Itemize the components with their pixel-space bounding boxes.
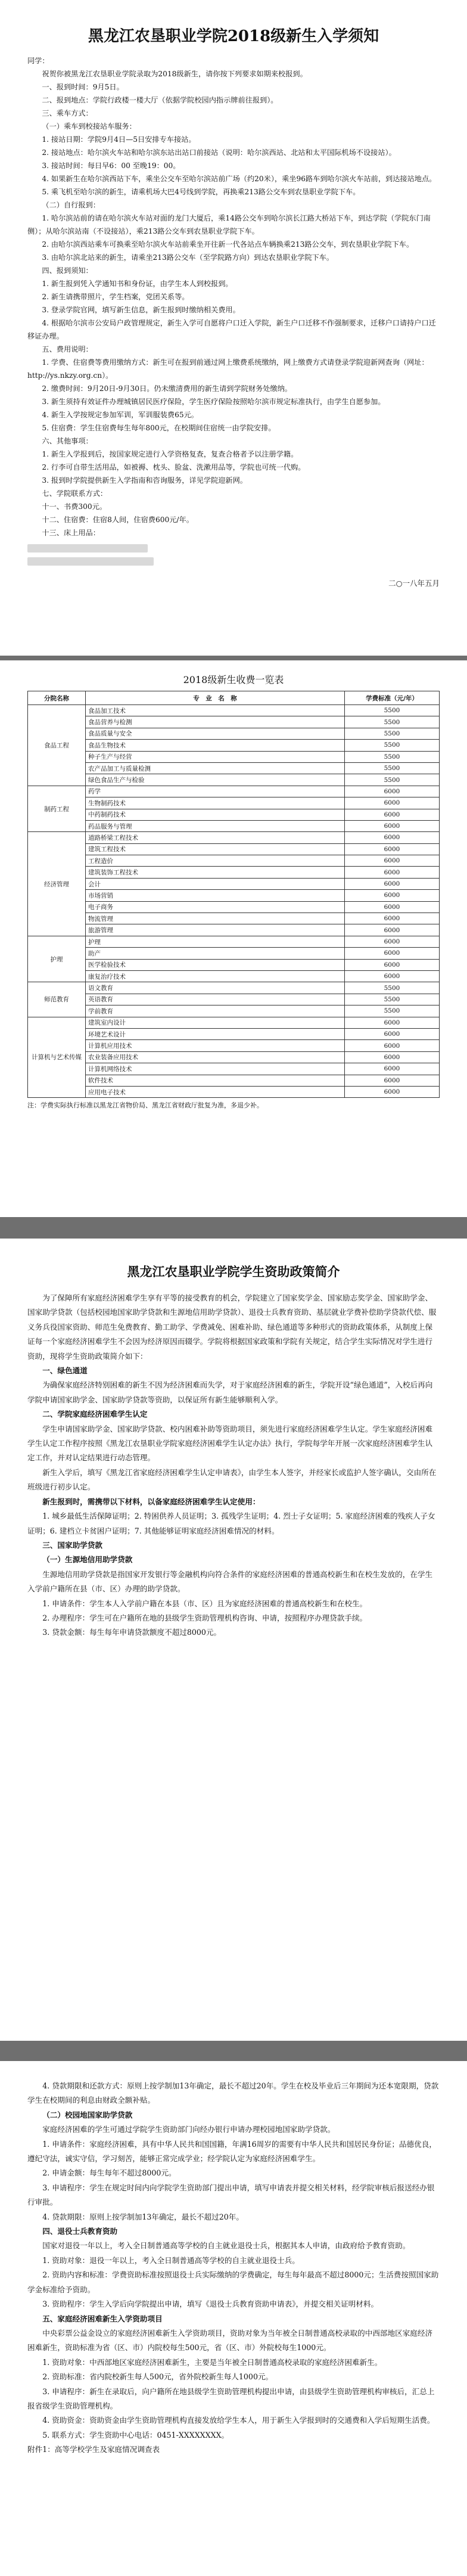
paragraph: 4. 贷款期限：原则上按学制加13年确定，最长不超过20年。 — [42, 2212, 244, 2221]
redacted-text — [27, 557, 154, 566]
table-row — [28, 1051, 440, 1063]
paragraph: 2. 新生请携带照片，学生档案，党团关系等。 — [42, 293, 189, 301]
major-name: 中药制药技术 — [86, 809, 345, 820]
paragraph: 为了保障所有家庭经济困难学生享有平等的接受教育的机会，学院建立了国家奖学金、国家励志奖学金、国家助学金、国家助学贷款（包括校园地国家助学贷款和生源地信用助学贷款）、退役士兵教育资助、基层就业学费补偿助学贷款代偿、服义务兵役国家资助、师范生免费教育、勤工助学、学费减免、困难补助、绿色通道等多种形式的资助政策体系，从制度上保证每一个家庭经济困难学生不会因为经济原因而辍学。学院将根据国家政策和学院有关规定，结合学生实际情况对学生进行资助，现将学生资助政策简介如下： — [27, 1293, 437, 1361]
paragraph: 3. 新生须持有效证件办理城镇居民医疗保险，学生医疗保险按照哈尔滨市规定标准执行，由学生自愿参加。 — [42, 398, 385, 406]
major-name: 食品加工技术 — [86, 705, 345, 716]
major-name: 助产 — [86, 948, 345, 959]
table-row — [28, 1028, 440, 1039]
paragraph: 十二、住宿费：住宿8人间，住宿费600元/年。 — [42, 516, 194, 524]
major-name: 种子生产与经营 — [86, 751, 345, 762]
col-header: 学费标准（元/年） — [345, 691, 440, 705]
paragraph: 3. 申请程序：新生在录取后，向户籍所在地县级学生资助管理机构提出申请，由县级学生资助管理机构审核后，汇总上报省级学生资助管理机构。 — [27, 2386, 435, 2410]
tuition-fee: 6000 — [345, 878, 440, 889]
paragraph: （二）校园地国家助学贷款 — [42, 2110, 133, 2119]
major-name: 食品营养与检测 — [86, 716, 345, 728]
paragraph: 5. 联系方式：学生资助中心电话：0451-XXXXXXXX。 — [42, 2430, 229, 2440]
major-name: 食品生物技术 — [86, 740, 345, 751]
paragraph: 三、乘车方式： — [42, 109, 93, 117]
table-row — [28, 994, 440, 1005]
major-name: 农业装备应用技术 — [86, 1051, 345, 1063]
tuition-fee: 6000 — [345, 786, 440, 797]
tuition-fee: 5500 — [345, 762, 440, 774]
paragraph: （一）生源地信用助学贷款 — [42, 1555, 133, 1565]
paragraph: 2. 办理程序：学生可在户籍所在地的县级学生资助管理机构咨询、申请，按照程序办理贷款手续。 — [42, 1613, 368, 1622]
table-row — [28, 982, 440, 994]
major-name: 建筑工程技术 — [86, 843, 345, 855]
paragraph: 2. 缴费时间：9月20日-9月30日。仍未缴清费用的新生请到学院财务处缴纳。 — [42, 384, 292, 393]
tuition-fee: 6000 — [345, 1086, 440, 1097]
table-row — [28, 728, 440, 739]
tuition-fee: 6000 — [345, 959, 440, 970]
tuition-fee: 6000 — [345, 1075, 440, 1086]
table-row — [28, 820, 440, 831]
paragraph: 3. 接站时间：每日早6：00 至晚19：00。 — [42, 162, 180, 170]
major-name: 旅游管理 — [86, 924, 345, 936]
major-name: 软件技术 — [86, 1075, 345, 1086]
tuition-fee: 6000 — [345, 797, 440, 809]
paragraph: 5. 住宿费：学生住宿费每生每年800元，在校期间住宿统一由学院安排。 — [42, 424, 276, 432]
paragraph: 七、学院联系方式： — [42, 489, 108, 498]
tuition-fee: 6000 — [345, 936, 440, 947]
paragraph: 1. 接站日期：学院9月4日—5日安排专车接站。 — [42, 135, 196, 144]
table-row — [28, 878, 440, 889]
paragraph: 3. 由哈尔滨北站来的新生，请乘坐213路公交车（至学院路方向）到达农垦职业学院下车。 — [42, 253, 334, 262]
paragraph: 同学： — [27, 57, 49, 65]
paragraph: 5. 乘飞机至哈尔滨的新生，请乘机场大巴4号线到学院，再换乘213路公交车到农垦职业学院下车。 — [42, 188, 360, 196]
paragraph: 3. 报到时学院提供新生入学指南和咨询服务，详见学院迎新网。 — [42, 476, 247, 485]
major-name: 道路桥梁工程技术 — [86, 832, 345, 843]
major-name: 药学 — [86, 786, 345, 797]
policy-page-2 — [0, 2061, 467, 2576]
paragraph: 家庭经济困难的学生可通过学院学生资助部门向经办银行申请办理校园地国家助学贷款。 — [42, 2125, 335, 2134]
paragraph: 3. 资助程序：学生入学后向学院提出申请，填写《退役士兵教育资助申请表》，并提交相关证明材料。 — [42, 2299, 379, 2309]
college-name: 制药工程 — [28, 786, 86, 832]
college-name: 护理 — [28, 936, 86, 982]
paragraph: 二、报到地点：学院行政楼一楼大厅（依据学院校园内指示牌前往报到）。 — [42, 96, 278, 104]
paragraph: 为确保家庭经济特别困难的新生不因为经济困难而失学，对于家庭经济困难的新生，学院开设“绿色通道”，入校后再向学院申请国家助学金、国家助学贷款等资助，以保证所有新生能够顺利入学。 — [27, 1380, 433, 1404]
tuition-fee: 6000 — [345, 913, 440, 924]
fees-title: 2018级新生收费一览表 — [183, 674, 284, 685]
paragraph: 五、费用说明： — [42, 345, 93, 353]
paragraph: 国家对退役一年以上，考入全日制普通高等学校的自主就业退役士兵，根据其本人申请，由政府给予教育资助。 — [42, 2241, 410, 2251]
paragraph: 2. 行李可自带生活用品，如被褥、枕头、脸盆、洗漱用品等，学院也可统一代购。 — [42, 463, 306, 471]
policy-body-continued — [0, 2061, 467, 2442]
major-name: 医学检验技术 — [86, 959, 345, 970]
tuition-fee: 6000 — [345, 843, 440, 855]
contact-block — [0, 542, 467, 568]
major-name: 农产品加工与质量检测 — [86, 762, 345, 774]
major-name: 护理 — [86, 936, 345, 947]
paragraph: 4. 资助资金：资助资金由学生资助管理机构直接发放给学生本人，用于新生入学报到时的交通费和入学后短期生活费。 — [42, 2416, 435, 2425]
table-row — [28, 855, 440, 867]
paragraph: 3. 登录学院官网，填写新生信息，新生报到时缴纳相关费用。 — [42, 306, 240, 314]
paragraph: 六、其他事项： — [42, 437, 93, 445]
major-name: 电子商务 — [86, 901, 345, 913]
tuition-fee: 6000 — [345, 1063, 440, 1075]
tuition-fee: 5500 — [345, 994, 440, 1005]
paragraph: 1. 哈尔滨站前的请在哈尔滨火车站对面的龙门大厦后，乘14路公交车到哈尔滨长江路大桥站下车，到达学院（学院东门南侧）；从哈尔滨站南（不设接站），乘213路公交车到农垦职业学院下车。 — [27, 214, 431, 235]
paragraph: 1. 资助对象：退役一年以上，考入全日制普通高等学校的自主就业退役士兵。 — [42, 2255, 300, 2265]
table-row — [28, 774, 440, 786]
table-header — [28, 691, 440, 705]
tuition-fee: 5500 — [345, 1005, 440, 1017]
tuition-fee: 6000 — [345, 1051, 440, 1063]
redacted-text — [27, 544, 148, 553]
major-name: 药品服务与管理 — [86, 820, 345, 831]
major-name: 绿色食品生产与检验 — [86, 774, 345, 786]
paragraph: 4. 根据哈尔滨市公安局户政管理规定，新生入学可自愿将户口迁入学院，新生户口迁移不作强制要求，迁移户口请持户口迁移证办理。 — [27, 319, 436, 340]
table-row — [28, 1075, 440, 1086]
paragraph: 十三、床上用品： — [42, 529, 100, 537]
table-row — [28, 797, 440, 809]
contact-line — [27, 555, 440, 568]
fees-note: 注：学费实际执行标准以黑龙江省物价局、黑龙江省财政厅批复为准，多退少补。 — [27, 1101, 263, 1110]
notice-body — [0, 54, 467, 539]
major-name: 建筑装饰工程技术 — [86, 867, 345, 878]
page-separator — [0, 1217, 467, 1239]
college-name: 食品工程 — [28, 705, 86, 786]
paragraph: 1. 申请条件：家庭经济困难，具有中华人民共和国国籍，年满16周岁的需要有中华人民共和国居民身份证；品德优良，遵纪守法，诚实守信，学习刻苦，能够正常完成学业；经学院认定为家庭经济困难学生。 — [27, 2139, 437, 2164]
tuition-fee: 5500 — [345, 705, 440, 716]
tuition-fee: 5500 — [345, 982, 440, 994]
major-name: 市场营销 — [86, 890, 345, 901]
major-name: 工程造价 — [86, 855, 345, 867]
paragraph: 生源地信用助学贷款是指国家开发银行等金融机构向符合条件的家庭经济困难的普通高校新生和在校生发放的，在学生入学前户籍所在县（市、区）办理的助学贷款。 — [27, 1569, 433, 1594]
attachment-line: 附件1：高等学校学生及家庭情况调查表 — [27, 2445, 160, 2454]
major-name: 学前教育 — [86, 1005, 345, 1017]
table-row — [28, 1063, 440, 1075]
paragraph: 2. 由哈尔滨西站乘车可换乘至哈尔滨火车站前乘坐开往新一代各站点车辆换乘213路公交车，到农垦职业学院下车。 — [42, 240, 414, 249]
paragraph: 4. 如果新生在哈尔滨西站下车，乘坐公交车至哈尔滨站前广场（约20米），乘坐96路车到哈尔滨火车站前，到达接站地点。 — [42, 175, 437, 183]
paragraph: 3. 贷款金额：每生每年申请贷款额度不超过8000元。 — [42, 1628, 222, 1637]
paragraph: 1. 资助对象：中西部地区家庭经济困难新生，主要是当年被全日制普通高校录取的家庭经济困难新生。 — [42, 2357, 382, 2367]
paragraph: 四、报到须知： — [42, 266, 93, 275]
table-row — [28, 901, 440, 913]
paragraph: 1. 新生入学报到后，按国家规定进行入学资格复查，复查合格者予以注册学籍。 — [42, 450, 298, 458]
table-row — [28, 890, 440, 901]
table-row — [28, 832, 440, 843]
tuition-fee: 6000 — [345, 948, 440, 959]
table-row — [28, 1005, 440, 1017]
paragraph: 新生报到时，需携带以下材料，以备家庭经济困难学生认定使用： — [42, 1497, 260, 1506]
fees-page — [0, 660, 467, 1217]
paragraph: （二）自行报到： — [42, 201, 100, 209]
paragraph: 2. 资助内容和标准：学费资助标准按照退役士兵实际缴纳的学费确定，每生每年最高不超过8000元；生活费按照国家助学金标准给予资助。 — [27, 2270, 439, 2294]
major-name: 会计 — [86, 878, 345, 889]
tuition-fee: 6000 — [345, 867, 440, 878]
table-row — [28, 716, 440, 728]
tuition-fee: 6000 — [345, 1017, 440, 1028]
paragraph: 4. 贷款期限和还款方式：原则上按学制加13年确定，最长不超过20年。学生在校及毕业后三年期间为还本宽限期，贷款学生在校期间的利息由财政全额补贴。 — [27, 2081, 439, 2105]
paragraph: （一）乘车到校接站车服务： — [42, 122, 136, 131]
tuition-fee: 6000 — [345, 855, 440, 867]
tuition-fee: 5500 — [345, 716, 440, 728]
paragraph: 三、国家助学贷款 — [42, 1540, 102, 1550]
paragraph: 新生入学后，填写《黑龙江省家庭经济困难学生认定申请表》，由学生本人签字，并经家长或监护人签字确认，交由所在班级进行初步认定。 — [27, 1467, 437, 1492]
table-row — [28, 959, 440, 970]
table-row — [28, 924, 440, 936]
table-row — [28, 1040, 440, 1051]
paragraph: 四、退役士兵教育资助 — [42, 2227, 118, 2236]
tuition-fee: 6000 — [345, 1040, 440, 1051]
table-row — [28, 762, 440, 774]
tuition-fee: 5500 — [345, 728, 440, 739]
table-row — [28, 867, 440, 878]
major-name: 环境艺术设计 — [86, 1028, 345, 1039]
fees-table — [27, 691, 440, 1098]
college-name: 经济管理 — [28, 832, 86, 936]
paragraph: 学生申请国家助学金、国家助学贷款、校内困难补助等资助项目，须先进行家庭经济困难学生认定。学生家庭经济困难学生认定工作程序按照《黑龙江农垦职业学院家庭经济困难学生认定办法》执行，学院每学年开展一次家庭经济困难学生认定工作，并对认定结果进行动态管理。 — [27, 1424, 433, 1463]
table-row — [28, 1086, 440, 1097]
paragraph: 1. 新生报到凭入学通知书和身份证，由学生本人到校报到。 — [42, 280, 233, 288]
college-name: 计算机与艺术传媒 — [28, 1017, 86, 1098]
major-name: 食品质量与安全 — [86, 728, 345, 739]
table-row — [28, 970, 440, 982]
paragraph: 二、学院家庭经济困难学生认定 — [42, 1410, 148, 1419]
paragraph: 1. 学费、住宿费等费用缴纳方式：新生可在报到前通过网上缴费系统缴纳，网上缴费方式请登录学院迎新网查询（网址：http://ys.nkzy.org.cn）。 — [27, 358, 429, 380]
contact-line — [27, 542, 440, 555]
tuition-fee: 6000 — [345, 1028, 440, 1039]
table-row — [28, 705, 440, 716]
paragraph: 2. 资助标准：省内院校新生每人500元，省外院校新生每人1000元。 — [42, 2372, 273, 2382]
paragraph: 一、报到时间：9月5日。 — [42, 83, 124, 91]
tuition-fee: 6000 — [345, 820, 440, 831]
table-row — [28, 1017, 440, 1028]
table-row — [28, 843, 440, 855]
paragraph: 祝贺你被黑龙江农垦职业学院录取为2018级新生，请你按下列要求如期来校报到。 — [42, 70, 307, 78]
major-name: 物流管理 — [86, 913, 345, 924]
paragraph: 2. 接站地点：哈尔滨火车站和哈尔滨东站出站口前接站（说明：哈尔滨西站、北站和太平国际机场不设接站）。 — [42, 148, 396, 157]
notice-title: 黑龙江农垦职业学院2018级新生入学须知 — [88, 27, 379, 45]
major-name: 建筑室内设计 — [86, 1017, 345, 1028]
paragraph: 中央彩票公益金设立的家庭经济困难新生入学资助项目，资助对象为当年被全日制普通高校录取的中西部地区家庭经济困难新生，资助标准为省（区、市）内院校每生500元，省（区、市）外院校每生1000元。 — [27, 2328, 433, 2352]
table-row — [28, 740, 440, 751]
major-name: 英语教育 — [86, 994, 345, 1005]
policy-title: 黑龙江农垦职业学院学生资助政策简介 — [127, 1264, 340, 1279]
page-separator — [0, 656, 467, 660]
major-name: 康复治疗技术 — [86, 970, 345, 982]
tuition-fee: 5500 — [345, 751, 440, 762]
table-row — [28, 948, 440, 959]
tuition-fee: 6000 — [345, 970, 440, 982]
major-name: 计算机网络技术 — [86, 1063, 345, 1075]
tuition-fee: 6000 — [345, 890, 440, 901]
college-name: 师范教育 — [28, 982, 86, 1017]
paragraph: 五、家庭经济困难新生入学资助项目 — [42, 2314, 163, 2323]
paragraph: 1. 申请条件：学生本人入学前户籍在本县（市、区）且为家庭经济困难的普通高校新生和在校生。 — [42, 1599, 368, 1608]
tuition-fee: 6000 — [345, 809, 440, 820]
tuition-fee: 6000 — [345, 832, 440, 843]
table-row — [28, 809, 440, 820]
paragraph: 4. 新生入学按规定参加军训，军训服装费65元。 — [42, 411, 198, 419]
paragraph: 1. 城乡最低生活保障证明；2. 特困供养人员证明；3. 孤残学生证明；4. 烈士子女证明；5. 家庭经济困难的残疾人子女证明；6. 建档立卡贫困户证明；7. 其他能够证明家庭经济困难情况的材料。 — [27, 1512, 435, 1535]
col-header: 专 业 名 称 — [86, 691, 345, 705]
notice-date: 二○一八年五月 — [388, 579, 440, 588]
notice-page — [0, 0, 467, 656]
table-row — [28, 751, 440, 762]
tuition-fee: 6000 — [345, 924, 440, 936]
tuition-fee: 5500 — [345, 774, 440, 786]
major-name: 语文教育 — [86, 982, 345, 994]
tuition-fee: 5500 — [345, 740, 440, 751]
policy-page — [0, 1239, 467, 2041]
paragraph: 2. 申请金额：每生每年不超过8000元。 — [42, 2168, 176, 2178]
tuition-fee: 6000 — [345, 901, 440, 913]
major-name: 计算机应用技术 — [86, 1040, 345, 1051]
paragraph: 3. 申请程序：学生在规定时间内向学院学生资助部门提出申请，填写申请表并提交相关材料，经学院审核后报送经办银行审批。 — [27, 2183, 435, 2207]
page-separator — [0, 2041, 467, 2061]
table-row — [28, 936, 440, 947]
table-row — [28, 786, 440, 797]
major-name: 应用电子技术 — [86, 1086, 345, 1097]
policy-body — [0, 1291, 467, 1640]
table-row — [28, 913, 440, 924]
major-name: 生物制药技术 — [86, 797, 345, 809]
paragraph: 十一、书费300元。 — [42, 502, 107, 511]
paragraph: 一、绿色通道 — [42, 1366, 88, 1376]
col-header: 分院名称 — [28, 691, 86, 705]
